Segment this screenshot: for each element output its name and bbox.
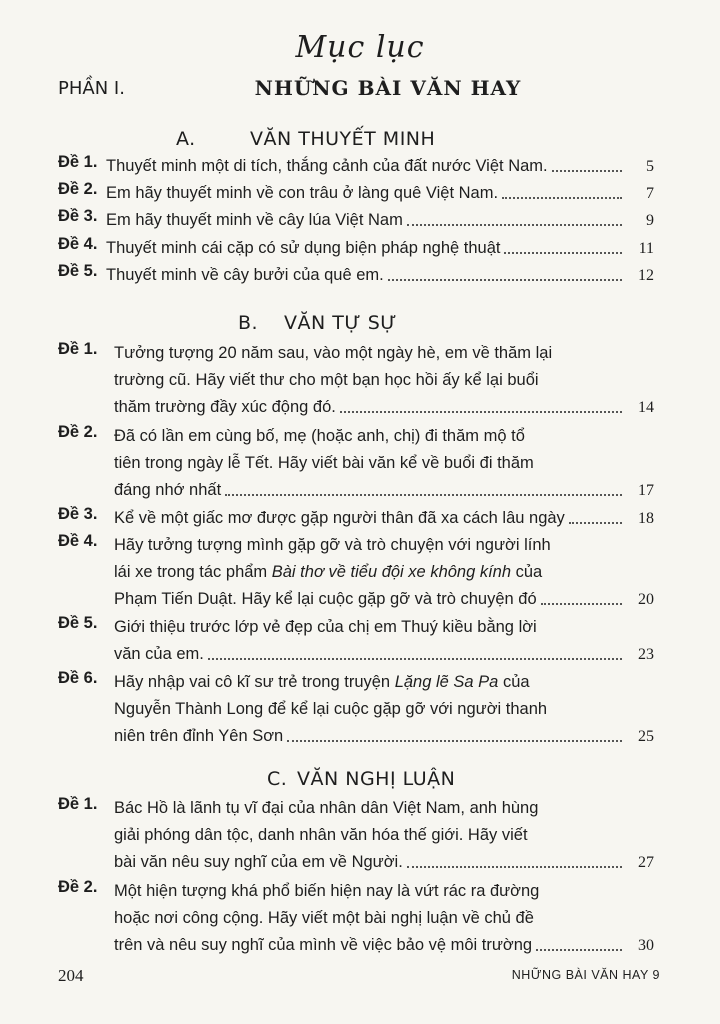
footer-page-number: 204 [58,966,84,985]
entry-text-line: văn của em. [114,645,204,663]
section-letter: A. [176,128,196,150]
entry-page-number: 12 [638,267,654,284]
entry-text-line: tiên trong ngày lễ Tết. Hãy viết bài văn kể về buổi đi thăm [114,454,534,472]
entry-text-line: hoặc nơi công cộng. Hãy viết một bài nghị luận về chủ đề [114,909,534,927]
section-name: VĂN THUYẾT MINH [250,128,436,150]
entry-text-line: Nguyễn Thành Long để kể lại cuộc gặp gỡ với người thanh [114,700,548,718]
entry-text-line: thăm trường đầy xúc động đó. [114,398,336,416]
section-letter: C. [267,768,288,790]
entry-text-line: Hãy tưởng tượng mình gặp gỡ và trò chuyện với người lính [114,536,551,554]
entry-text: Em hãy thuyết minh về con trâu ở làng quê Việt Nam. [106,184,499,202]
entry-code: Đề 2. [58,423,98,441]
entry-code: Đề 2. [58,180,98,198]
entry-page-number: 11 [638,240,654,257]
dot-leader [225,493,622,496]
dot-leader [208,657,622,660]
entry-code: Đề 5. [58,614,98,632]
entry-text-line: giải phóng dân tộc, danh nhân văn hóa thế giới. Hãy viết [114,826,528,844]
entry-text-line: lái xe trong tác phẩm [114,563,272,581]
dot-leader [569,521,622,524]
dot-leader [541,602,622,605]
entry-text-line: bài văn nêu suy nghĩ của em về Người. [114,853,403,871]
entry-page-number: 5 [646,158,654,175]
dot-leader [407,223,622,226]
entry-page-number: 18 [638,510,654,527]
dot-leader [502,196,622,199]
entry-page-number: 30 [638,937,654,954]
footer-book-title: NHỮNG BÀI VĂN HAY 9 [511,968,660,982]
entry-code: Đề 1. [58,795,98,813]
entry-text-line: Một hiện tượng khá phổ biến hiện nay là vứt rác ra đường [114,882,540,900]
entry-page-number: 7 [646,185,654,202]
entry-text-line: Phạm Tiến Duật. Hãy kể lại cuộc gặp gỡ và trò chuyện đó [114,590,537,608]
entry-page-number: 20 [638,591,654,608]
entry-text-line: trên và nêu suy nghĩ của mình về việc bảo vệ môi trường [114,936,533,954]
entry-page-number: 25 [638,728,654,745]
entry-code: Đề 1. [58,340,98,358]
entry-italic-title: Lặng lẽ Sa Pa [394,673,499,691]
dot-leader [340,410,622,413]
entry-code: Đề 4. [58,235,98,253]
dot-leader [287,739,622,742]
entry-text: Thuyết minh một di tích, thắng cảnh của đất nước Việt Nam. [106,157,548,175]
entry-code: Đề 3. [58,505,98,523]
entry-text: Thuyết minh cái cặp có sử dụng biện pháp nghệ thuật [106,239,501,257]
entry-text-line: trường cũ. Hãy viết thư cho một bạn học hồi ấy kể lại buổi [114,371,539,389]
entry-text-line-tail: của [511,563,543,581]
entry-text-line: Hãy nhập vai cô kĩ sư trẻ trong truyện [114,673,395,691]
entry-text-line: Bác Hồ là lãnh tụ vĩ đại của nhân dân Việt Nam, anh hùng [114,799,539,817]
dot-leader [388,278,622,281]
entry-text: Thuyết minh về cây bưởi của quê em. [106,266,384,284]
entry-text-line: Đã có lần em cùng bố, mẹ (hoặc anh, chị) đi thăm mộ tổ [114,427,525,445]
entry-text: Em hãy thuyết minh về cây lúa Việt Nam [106,211,403,229]
entry-code: Đề 6. [58,669,98,687]
entry-text-line-tail: của [498,673,530,691]
section-name: VĂN NGHỊ LUẬN [297,768,456,790]
dot-leader [536,948,622,951]
entry-code: Đề 5. [58,262,98,280]
section-name: VĂN TỰ SỰ [284,312,398,334]
dot-leader [552,169,622,172]
section-letter: B. [238,312,259,334]
entry-page-number: 17 [638,482,654,499]
entry-code: Đề 4. [58,532,98,550]
entry-text-line: Giới thiệu trước lớp vẻ đẹp của chị em Thuý kiều bằng lời [114,618,537,636]
entry-text-line: niên trên đỉnh Yên Sơn [114,727,284,745]
entry-page-number: 23 [638,646,654,663]
entry-code: Đề 1. [58,153,98,171]
entry-italic-title: Bài thơ về tiểu đội xe không kính [271,563,512,581]
toc-title: Mục lục [295,30,425,65]
entry-page-number: 27 [638,854,654,871]
entry-code: Đề 2. [58,878,98,896]
entry-text-line: Tưởng tượng 20 năm sau, vào một ngày hè, em về thăm lại [114,344,553,362]
entry-text-line: Kể về một giấc mơ được gặp người thân đã xa cách lâu ngày [114,509,565,527]
part-label: PHẦN I. [58,78,125,99]
entry-page-number: 14 [638,399,654,416]
entry-text-line: đáng nhớ nhất [114,481,222,499]
dot-leader [504,251,622,254]
dot-leader [407,865,622,868]
entry-code: Đề 3. [58,207,98,225]
entry-page-number: 9 [646,212,654,229]
part-title: NHỮNG BÀI VĂN HAY [254,76,522,100]
